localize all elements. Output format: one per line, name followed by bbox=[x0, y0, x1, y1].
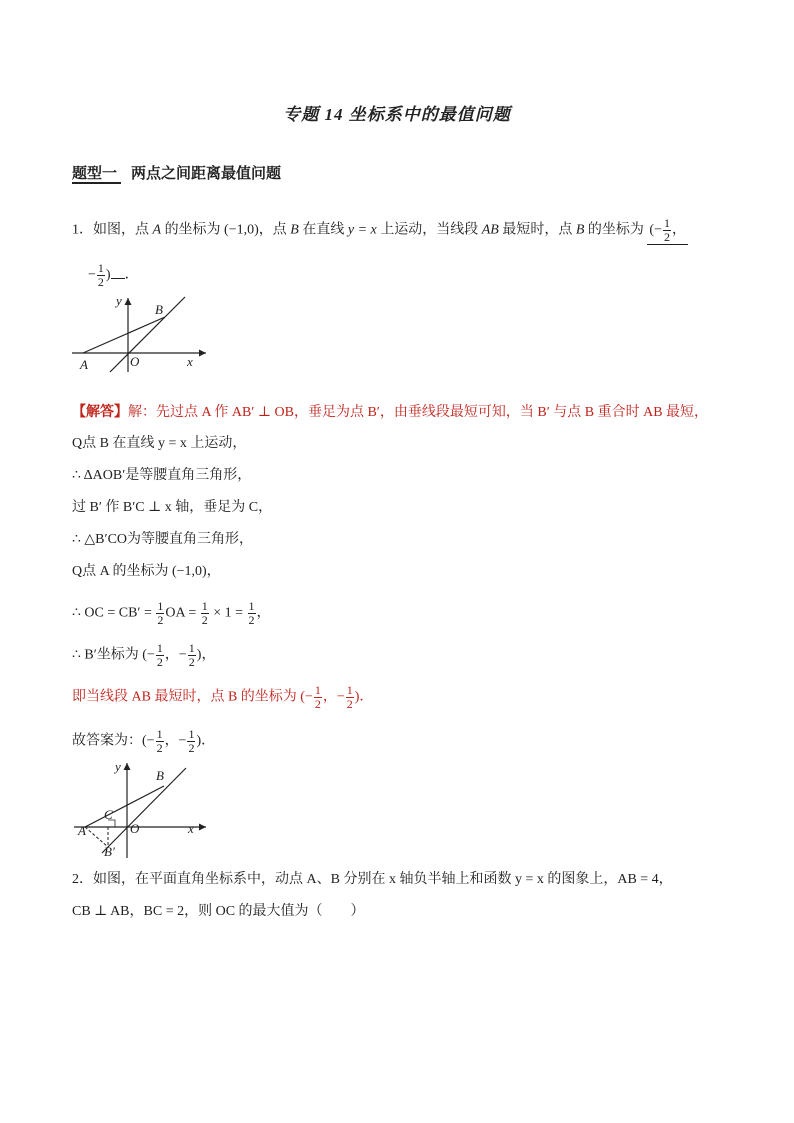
section-tag: 题型一 bbox=[72, 166, 121, 184]
fraction-denominator: 2 bbox=[188, 741, 195, 755]
fraction-denominator: 2 bbox=[201, 613, 208, 627]
q1-line-equation: y = x bbox=[347, 222, 377, 238]
fraction-denominator: 2 bbox=[314, 697, 321, 711]
solution-text: 解：先过点 A 作 AB′ ⊥ OB，垂足为点 B′，由垂线段最短可知，当 B′ 与点 B 重合时 AB 最短， bbox=[128, 405, 709, 420]
q1-text: 的坐标为 (−1,0)，点 bbox=[161, 222, 291, 238]
fraction-numerator: 1 bbox=[201, 599, 208, 613]
label-a: A bbox=[80, 357, 88, 372]
answer-text: ， bbox=[671, 222, 686, 238]
answer-text: (− bbox=[649, 222, 662, 238]
q1-text: 最短时，点 bbox=[498, 222, 576, 238]
fraction-denominator: 2 bbox=[97, 275, 104, 289]
solution-line-3: ∴ ΔAOB′是等腰直角三角形， bbox=[72, 468, 252, 483]
fraction bbox=[663, 217, 671, 244]
fraction-numerator: 1 bbox=[97, 261, 104, 275]
solution-text: 即当线段 AB 最短时，点 B 的坐标为 (− bbox=[72, 689, 313, 705]
solution-text: ，− bbox=[322, 689, 345, 705]
solution-text: ，− bbox=[164, 647, 187, 663]
q1-text: 上运动，当线段 bbox=[376, 222, 482, 238]
answer-blank-tail bbox=[111, 278, 125, 279]
q1-segment: AB bbox=[481, 222, 499, 238]
fraction bbox=[97, 262, 105, 289]
fraction-numerator: 1 bbox=[156, 641, 163, 655]
fraction bbox=[156, 600, 164, 627]
q1-text: 的坐标为 bbox=[584, 222, 648, 238]
solution-line-4: 过 B′ 作 B′C ⊥ x 轴，垂足为 C， bbox=[72, 500, 273, 515]
fraction-denominator: 2 bbox=[156, 655, 163, 669]
fraction bbox=[248, 600, 256, 627]
fraction-denominator: 2 bbox=[157, 613, 164, 627]
fraction-denominator: 2 bbox=[663, 230, 670, 244]
fraction bbox=[346, 684, 354, 711]
figure-2 bbox=[72, 758, 212, 860]
fraction-denominator: 2 bbox=[346, 697, 353, 711]
section-title: 两点之间距离最值问题 bbox=[131, 166, 282, 182]
q1-point-b: B bbox=[575, 222, 585, 238]
label-y: y bbox=[115, 759, 121, 774]
solution-line-1 bbox=[72, 403, 708, 423]
label-y: y bbox=[116, 293, 122, 308]
solution-line-2: Q点 B 在直线 y = x 上运动， bbox=[72, 436, 247, 451]
fraction-numerator: 1 bbox=[346, 683, 353, 697]
fraction bbox=[201, 600, 209, 627]
solution-text: )， bbox=[196, 647, 216, 663]
section-heading bbox=[72, 162, 281, 183]
solution-text: ， bbox=[256, 605, 271, 621]
solution-line-6: Q点 A 的坐标为 (−1,0)， bbox=[72, 564, 221, 579]
solution-text: ∴ OC = CB′ = bbox=[72, 605, 156, 621]
solution-text: )． bbox=[196, 733, 216, 749]
label-a: A bbox=[78, 823, 86, 838]
answer-text: ) bbox=[105, 267, 111, 283]
q1-text: 在直线 bbox=[298, 222, 348, 238]
fraction-denominator: 2 bbox=[156, 741, 163, 755]
page-title: 专题 14 坐标系中的最值问题 bbox=[283, 105, 511, 124]
line-y-equals-x bbox=[110, 297, 185, 372]
label-b: B bbox=[155, 302, 163, 317]
q1-point-b: B bbox=[290, 222, 299, 238]
solution-line-8 bbox=[72, 642, 215, 669]
solution-label: 【解答】 bbox=[72, 405, 128, 420]
label-b-prime: B′ bbox=[104, 844, 115, 859]
solution-text: 故答案为：(− bbox=[72, 733, 155, 749]
label-c: C bbox=[104, 807, 113, 822]
answer-text: ． bbox=[124, 267, 139, 283]
fraction bbox=[188, 642, 196, 669]
solution-line-10 bbox=[72, 728, 215, 755]
label-o: O bbox=[130, 354, 140, 369]
segment-ab bbox=[83, 317, 165, 353]
fraction bbox=[156, 728, 164, 755]
fraction-numerator: 1 bbox=[314, 683, 321, 697]
segment-ab bbox=[85, 786, 164, 827]
solution-text: × 1 = bbox=[209, 605, 247, 621]
solution-line-5: ∴ △B′CO为等腰直角三角形， bbox=[72, 532, 254, 547]
solution-line-7 bbox=[72, 600, 271, 627]
label-x: x bbox=[187, 354, 193, 369]
solution-text: ∴ B′坐标为 (− bbox=[72, 647, 155, 663]
answer-text: − bbox=[88, 267, 96, 283]
fraction-denominator: 2 bbox=[248, 613, 255, 627]
solution-line-9 bbox=[72, 684, 373, 711]
fraction-numerator: 1 bbox=[248, 599, 255, 613]
question-2-line-2: CB ⊥ AB，BC = 2，则 OC 的最大值为（ ） bbox=[72, 904, 365, 919]
line-y-equals-x bbox=[102, 768, 186, 853]
figure-1 bbox=[70, 292, 215, 374]
solution-text: )． bbox=[354, 689, 374, 705]
question-2-line-1: 2．如图，在平面直角坐标系中，动点 A、B 分别在 x 轴负半轴上和函数 y = x 的图象上，AB = 4， bbox=[72, 872, 673, 887]
solution-text: ，− bbox=[164, 733, 187, 749]
q1-answer-blank bbox=[647, 217, 688, 245]
fraction-numerator: 1 bbox=[188, 641, 195, 655]
q1-point-a: A bbox=[152, 222, 162, 238]
fraction-numerator: 1 bbox=[157, 599, 164, 613]
question-1-answer-cont bbox=[88, 262, 139, 289]
fraction-denominator: 2 bbox=[188, 655, 195, 669]
fraction bbox=[156, 642, 164, 669]
fraction bbox=[187, 728, 195, 755]
label-x: x bbox=[188, 821, 194, 836]
solution-text: OA = bbox=[165, 605, 200, 621]
fraction-numerator: 1 bbox=[156, 727, 163, 741]
label-o: O bbox=[130, 821, 140, 836]
fraction bbox=[314, 684, 322, 711]
fraction-numerator: 1 bbox=[663, 216, 670, 230]
q1-text: 1．如图，点 bbox=[72, 222, 153, 238]
label-b: B bbox=[156, 768, 164, 783]
question-1-stem bbox=[72, 217, 688, 245]
fraction-numerator: 1 bbox=[188, 727, 195, 741]
